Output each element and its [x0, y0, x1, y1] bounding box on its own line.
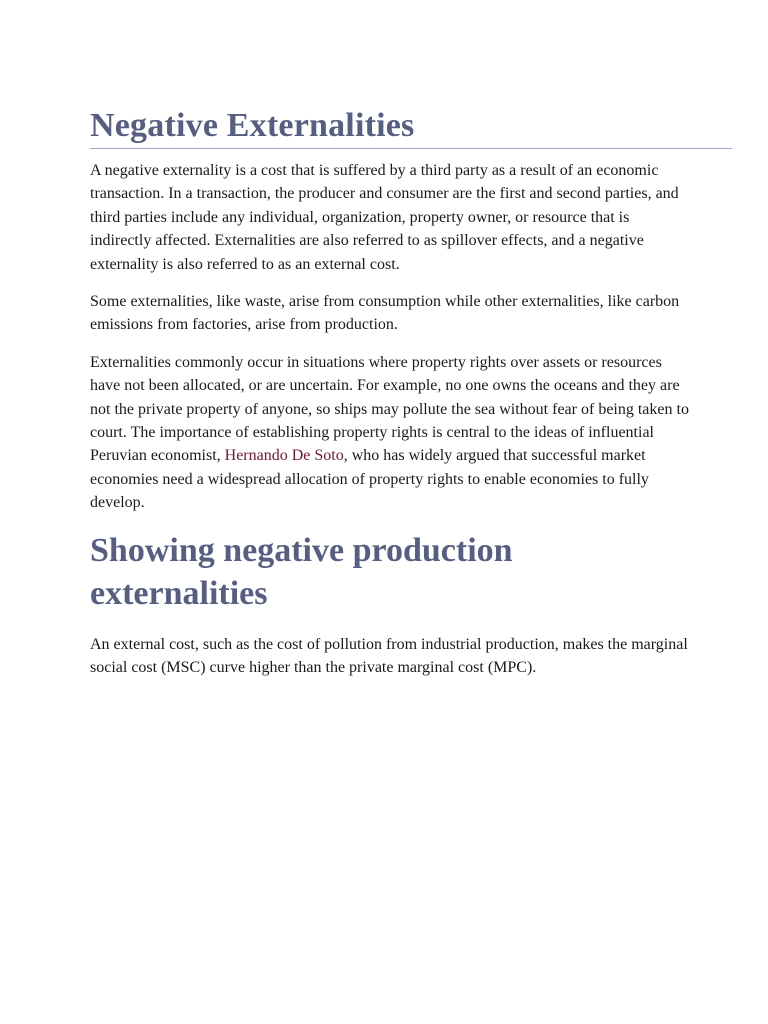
paragraph-property-rights: [90, 351, 690, 515]
document-body: [90, 104, 690, 680]
paragraph-definition: A negative externality is a cost that is suffered by a third party as a result of an economic transaction. In a transaction, the producer and consumer are the first and second parties, and third parties include any individual, organization, property owner, or resource that is indirectly affected. Externalities are also referred to as spillover effects, and a negative externality is also referred to as an external cost.: [90, 162, 679, 273]
section-heading: Showing negative production externalities: [90, 531, 513, 612]
paragraph-external-cost: An external cost, such as the cost of pollution from industrial production, makes the marginal social cost (MSC) curve higher than the private marginal cost (MPC).: [90, 635, 688, 677]
hernando-de-soto-link[interactable]: Hernando De Soto: [224, 447, 344, 465]
paragraph-text-after-link: , who has widely argued that successful market economies need a widespread allocation of property rights to enable economies to fully develop.: [90, 447, 649, 512]
paragraph-sources: Some externalities, like waste, arise from consumption while other externalities, like carbon emissions from factories, arise from production.: [90, 293, 680, 334]
paragraph-text-before-link: Externalities commonly occur in situations where property rights over assets or resources have not been allocated, or are uncertain. For example, no one owns the oceans and they are not the private property of anyone, so ships may pollute the sea without fear of being taken to court. The importance of establishing property rights is central to the ideas of influential Peruvian economist,: [90, 353, 689, 465]
page-title: Negative Externalities: [90, 107, 415, 144]
